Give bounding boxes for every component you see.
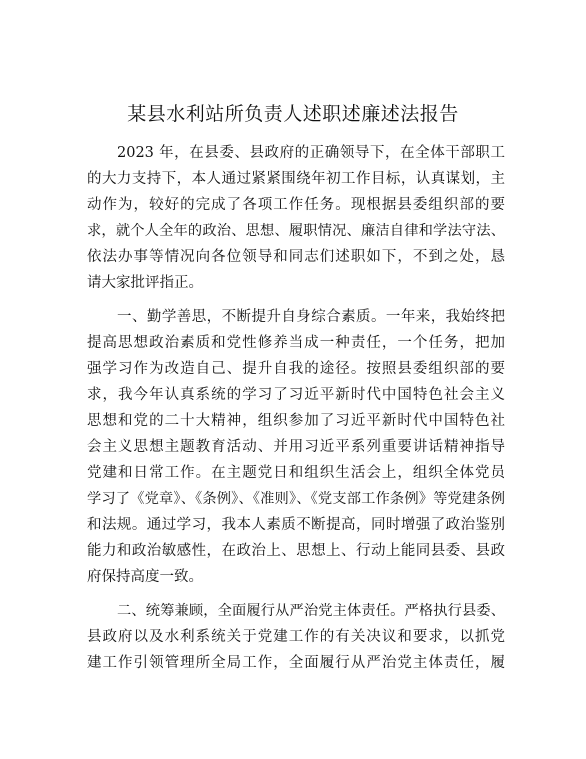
paragraph-section-two (87, 598, 505, 676)
text-line: 学习了《党章》、《条例》、《准则》、《党支部工作条例》等党建条例 (87, 491, 505, 507)
text-line: 2023 年，在县委、县政府的正确领导下，在全体干部职工 (117, 145, 505, 161)
text-line: 府保持高度一致。 (87, 569, 203, 585)
text-line: 求，我今年认真系统的学习了习近平新时代中国特色社会主义 (87, 387, 505, 403)
text-line: 提高思想政治素质和党性修养当成一种责任，一个任务，把加 (87, 335, 505, 351)
text-line: 请大家批评指正。 (87, 275, 203, 291)
text-line: 党建和日常工作。在主题党日和组织生活会上，组织全体党员 (87, 465, 505, 481)
text-line: 思想和党的二十大精神，组织参加了习近平新时代中国特色社 (87, 413, 505, 429)
text-line: 依法办事等情况向各位领导和同志们述职如下，不到之处，恳 (87, 249, 505, 265)
text-line: 和法规。通过学习，我本人素质不断提高，同时增强了政治鉴别 (87, 517, 505, 533)
document-title: 某县水利站所负责人述职述廉述法报告 (127, 103, 459, 125)
document-body (87, 140, 505, 684)
paragraph-section-one (87, 304, 505, 590)
text-line: 强学习作为改造自己、提升自我的途径。按照县委组织部的要 (87, 361, 505, 377)
text-line: 一、勤学善思，不断提升自身综合素质。一年来，我始终把 (117, 309, 505, 325)
text-line: 动作为，较好的完成了各项工作任务。现根据县委组织部的要 (87, 197, 505, 213)
text-line: 会主义思想主题教育活动、并用习近平系列重要讲话精神指导 (87, 439, 505, 455)
text-line: 的大力支持下，本人通过紧紧围绕年初工作目标，认真谋划，主 (87, 171, 505, 187)
text-line: 县政府以及水利系统关于党建工作的有关决议和要求，以抓党 (87, 629, 505, 645)
text-line: 二、统筹兼顾，全面履行从严治党主体责任。严格执行县委、 (117, 603, 505, 619)
paragraph-intro (87, 140, 505, 296)
text-line: 求，就个人全年的政治、思想、履职情况、廉洁自律和学法守法、 (87, 223, 505, 239)
text-line: 能力和政治敏感性，在政治上、思想上、行动上能同县委、县政 (87, 543, 505, 559)
text-line: 建工作引领管理所全局工作，全面履行从严治党主体责任，履 (87, 655, 505, 671)
